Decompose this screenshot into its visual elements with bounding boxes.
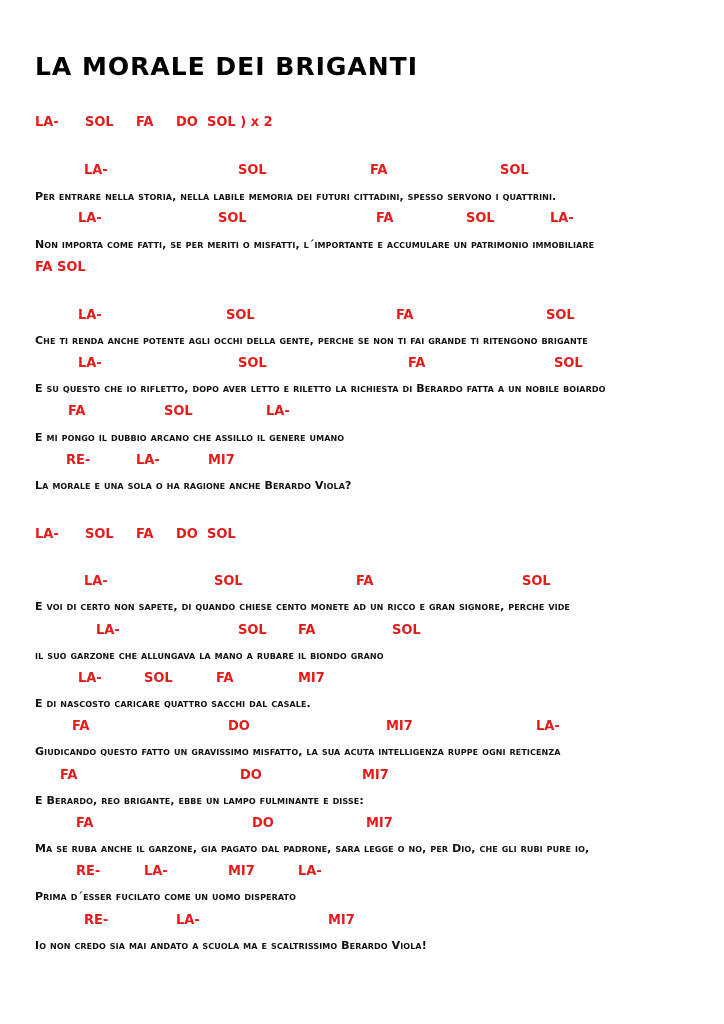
chord: SOL [554,356,583,371]
lyric-line: E voi di certo non sapete, di quando chiese cento monete ad un ricco e gran signore, perche vide [35,600,571,613]
lyric-line: Io non credo sia mai andato a scuola ma e scaltrissimo Berardo Viola! [35,939,427,952]
chord: DO [240,768,262,783]
chord: SOL [238,163,267,178]
lyric-line: E su questo che io rifletto, dopo aver letto e riletto la richiesta di Berardo fatta a un nobile boiardo [35,382,606,395]
chord: FA [76,816,94,831]
chord: SOL [238,623,267,638]
chord: FA [376,211,394,226]
chord: LA- [96,623,120,638]
chord: FA SOL [35,260,86,275]
chord: SOL ) x 2 [207,115,273,130]
chord: MI7 [328,913,355,928]
chord: LA- [536,719,560,734]
chord: MI7 [362,768,389,783]
chord: SOL [466,211,495,226]
chord: LA- [136,453,160,468]
chord: LA- [84,574,108,589]
chord: SOL [500,163,529,178]
chord: RE- [66,453,91,468]
chord: LA- [266,404,290,419]
lyric-line: Ma se ruba anche il garzone, gia pagato dal padrone, sara legge o no, per Dio, che gli rubi pure io, [35,842,590,855]
chord: MI7 [366,816,393,831]
chord: MI7 [298,671,325,686]
chord: FA [216,671,234,686]
chord: LA- [35,527,59,542]
chord: SOL [226,308,255,323]
chord: LA- [78,356,102,371]
chord: SOL [218,211,247,226]
chord: MI7 [208,453,235,468]
chord: FA [136,527,154,542]
chord: RE- [84,913,109,928]
chord: LA- [78,211,102,226]
chord: LA- [144,864,168,879]
chord: FA [60,768,78,783]
chord: FA [72,719,90,734]
chord: LA- [550,211,574,226]
lyric-line: E di nascosto caricare quattro sacchi dal casale. [35,697,311,710]
chord: SOL [207,527,236,542]
chord: DO [176,115,198,130]
chord: LA- [298,864,322,879]
lyric-line: E Berardo, reo brigante, ebbe un lampo fulminante e disse: [35,794,364,807]
chord: SOL [85,527,114,542]
chord: FA [396,308,414,323]
chord: FA [136,115,154,130]
chord: DO [176,527,198,542]
chord: SOL [85,115,114,130]
chord: FA [370,163,388,178]
chord: FA [356,574,374,589]
song-title: LA MORALE DEI BRIGANTI [35,52,419,81]
lyric-line: Giudicando questo fatto un gravissimo misfatto, la sua acuta intelligenza ruppe ogni reticenza [35,745,561,758]
chord: SOL [546,308,575,323]
chord: FA [298,623,316,638]
chord: DO [252,816,274,831]
chord: MI7 [228,864,255,879]
chord: SOL [214,574,243,589]
chord: LA- [84,163,108,178]
chord: SOL [522,574,551,589]
lyric-line: La morale e una sola o ha ragione anche Berardo Viola? [35,479,352,492]
chord: SOL [144,671,173,686]
lyric-line: Prima d´esser fucilato come un uomo disperato [35,890,297,903]
chord: SOL [238,356,267,371]
chord: SOL [392,623,421,638]
chord: MI7 [386,719,413,734]
chord: RE- [76,864,101,879]
lyric-line: E mi pongo il dubbio arcano che assillo il genere umano [35,431,345,444]
chord: LA- [78,671,102,686]
chord: LA- [35,115,59,130]
chord: SOL [164,404,193,419]
chord: FA [408,356,426,371]
chord: DO [228,719,250,734]
chord: FA [68,404,86,419]
lyric-line: Non importa come fatti, se per meriti o misfatti, l´importante e accumulare un patrimonio immobiliare [35,238,595,251]
lyric-line: il suo garzone che allungava la mano a rubare il biondo grano [35,649,384,662]
lyric-line: Che ti renda anche potente agli occhi della gente, perche se non ti fai grande ti ritengono brigante [35,334,588,347]
chord: LA- [78,308,102,323]
lyric-line: Per entrare nella storia, nella labile memoria dei futuri cittadini, spesso servono i quattrini. [35,190,557,203]
chord: LA- [176,913,200,928]
